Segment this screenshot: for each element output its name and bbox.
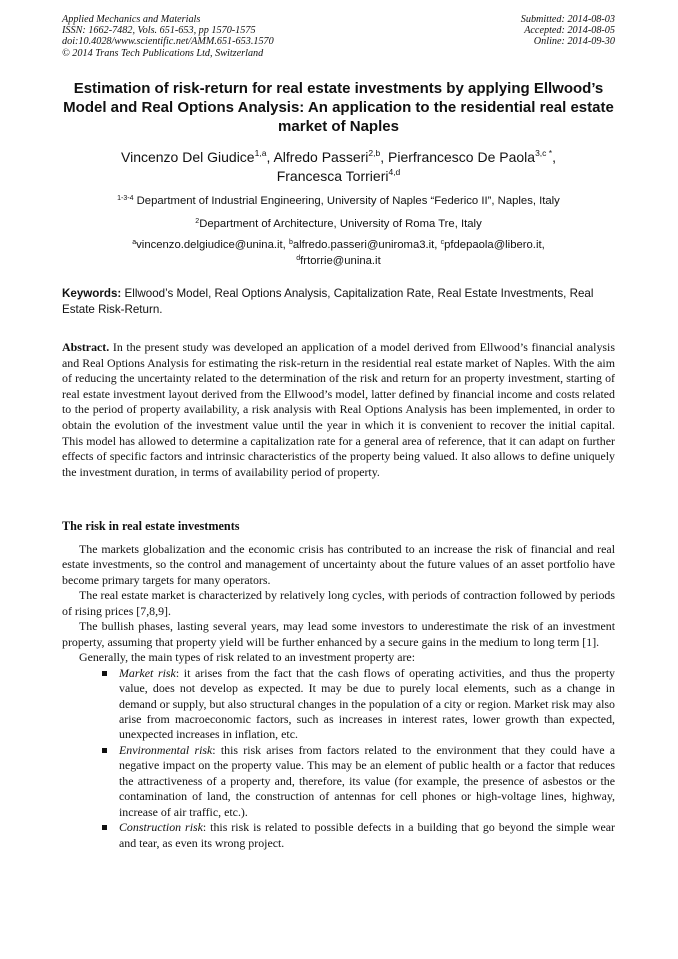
- paper-title: Estimation of risk-return for real estate investments by applying Ellwood’s Model and Real Options Analysis: An application to the residential real estate market of Naples: [63, 80, 614, 135]
- list-item: Environmental risk: this risk arises from factors related to the environment that they could have a negative impact on the property value. This may be an element of public health or a factor that reduces the attractiveness of a property and, therefore, its value (for example, the presence of asbestos or the contamination of land, the construction of antennas for cell phones or high-voltage lines, highway, increase of air traffic, etc.).: [62, 743, 615, 820]
- keywords-label: Keywords:: [62, 287, 122, 300]
- author-3: Pierfrancesco De Paola$^{3,c *}$,: [388, 148, 556, 165]
- paragraph: The real estate market is characterized by relatively long cycles, with periods of contraction followed by periods of rising prices [7,8,9].: [62, 588, 615, 618]
- copyright-line: © 2014 Trans Tech Publications Ltd, Switzerland: [62, 47, 264, 59]
- accepted-date: Accepted: 2014-08-05: [524, 25, 615, 37]
- paragraph: The bullish phases, lasting several years, may lead some investors to underestimate the risk of an investment property, assuming that property yield will be further enhanced by a secure gains in the medium to long term [1].: [62, 619, 615, 649]
- affiliation-1: $^{1-3-4}$ Department of Industrial Engineering, University of Naples “Federico II”, Naples, Italy: [117, 195, 560, 207]
- doi-line: doi:10.4028/www.scientific.net/AMM.651-653.1570: [62, 36, 274, 48]
- author-1: Vincenzo Del Giudice$^{1,a}$,: [121, 148, 274, 165]
- abstract: [62, 340, 615, 480]
- section-heading: The risk in real estate investments: [62, 519, 240, 533]
- square-bullet-icon: [102, 825, 107, 830]
- list-item: Construction risk: this risk is related to possible defects in a building that go beyond the simple wear and tear, as even its wrong project.: [62, 820, 615, 851]
- square-bullet-icon: [102, 748, 107, 753]
- keywords-text: Ellwood’s Model, Real Options Analysis, Capitalization Rate, Real Estate Investments, Real Estate Risk-Return.: [62, 287, 594, 316]
- email-list: [62, 237, 615, 269]
- email-d[interactable]: $^d$frtorrie@unina.it: [296, 255, 381, 267]
- issn-line: ISSN: 1662-7482, Vols. 651-653, pp 1570-1575: [62, 25, 256, 37]
- author-4: Francesca Torrieri$^{4,d}$: [276, 167, 401, 184]
- author-list: [62, 148, 615, 186]
- journal-name: Applied Mechanics and Materials: [62, 14, 201, 25]
- section-body: [62, 542, 615, 851]
- email-c[interactable]: $^c$pfdepaola@libero.it,: [440, 239, 545, 251]
- journal-header: [62, 14, 274, 59]
- square-bullet-icon: [102, 671, 107, 676]
- dates-header: [521, 14, 615, 48]
- online-date: Online: 2014-09-30: [533, 36, 615, 48]
- keywords: [62, 286, 615, 317]
- affiliation-2: $^2$Department of Architecture, University of Roma Tre, Italy: [195, 218, 482, 230]
- email-a[interactable]: $^a$vincenzo.delgiudice@unina.it,: [132, 239, 289, 251]
- list-item: Market risk: it arises from the fact that the cash flows of operating activities, and thus the property value, does not develop as expected. It may be due to purely local elements, such as a change in demand or supply, but also structural changes in the population of a city or region. Market risk may also arise from macroeconomic factors, such as increases in interest rates, lower growth than expected, unexpected increases in inflation, etc.: [62, 666, 615, 743]
- risk-list: [62, 666, 615, 851]
- author-2: Alfredo Passeri$^{2,b}$,: [273, 148, 388, 165]
- email-b[interactable]: $^b$alfredo.passeri@uniroma3.it,: [288, 239, 441, 251]
- abstract-label: Abstract.: [62, 340, 110, 354]
- paragraph: Generally, the main types of risk related to an investment property are:: [79, 650, 416, 665]
- abstract-text: In the present study was developed an application of a model derived from Ellwood’s financial analysis and Real Options Analysis for estimating the risk-return in the residential real estate market of Naples. With the aim of reducing the uncertainty related to the determination of the risk and return for an property investment, starting of real estate investment layout derived from the Ellwood’s model, latter defined by financial income and costs related to the period of property availability, a risk analysis with Real Options Analysis has been implemented, in order to obtain the evolution of the investment value until the year in which it is convenient to recover the initial capital. This model has allowed to determine a capitalization rate for a general area of reference, that it can adapt on further effects of specific factors and intrinsic characteristics of the property being valued. It also allows to define uniquely the investment duration, in terms of availability period of property.: [62, 340, 615, 479]
- submitted-date: Submitted: 2014-08-03: [520, 14, 615, 25]
- paragraph: The markets globalization and the economic crisis has contributed to an increase the risk of financial and real estate investments, so the control and management of uncertainty about the future values of an asset portfolio have become primary targets for many operators.: [62, 542, 615, 587]
